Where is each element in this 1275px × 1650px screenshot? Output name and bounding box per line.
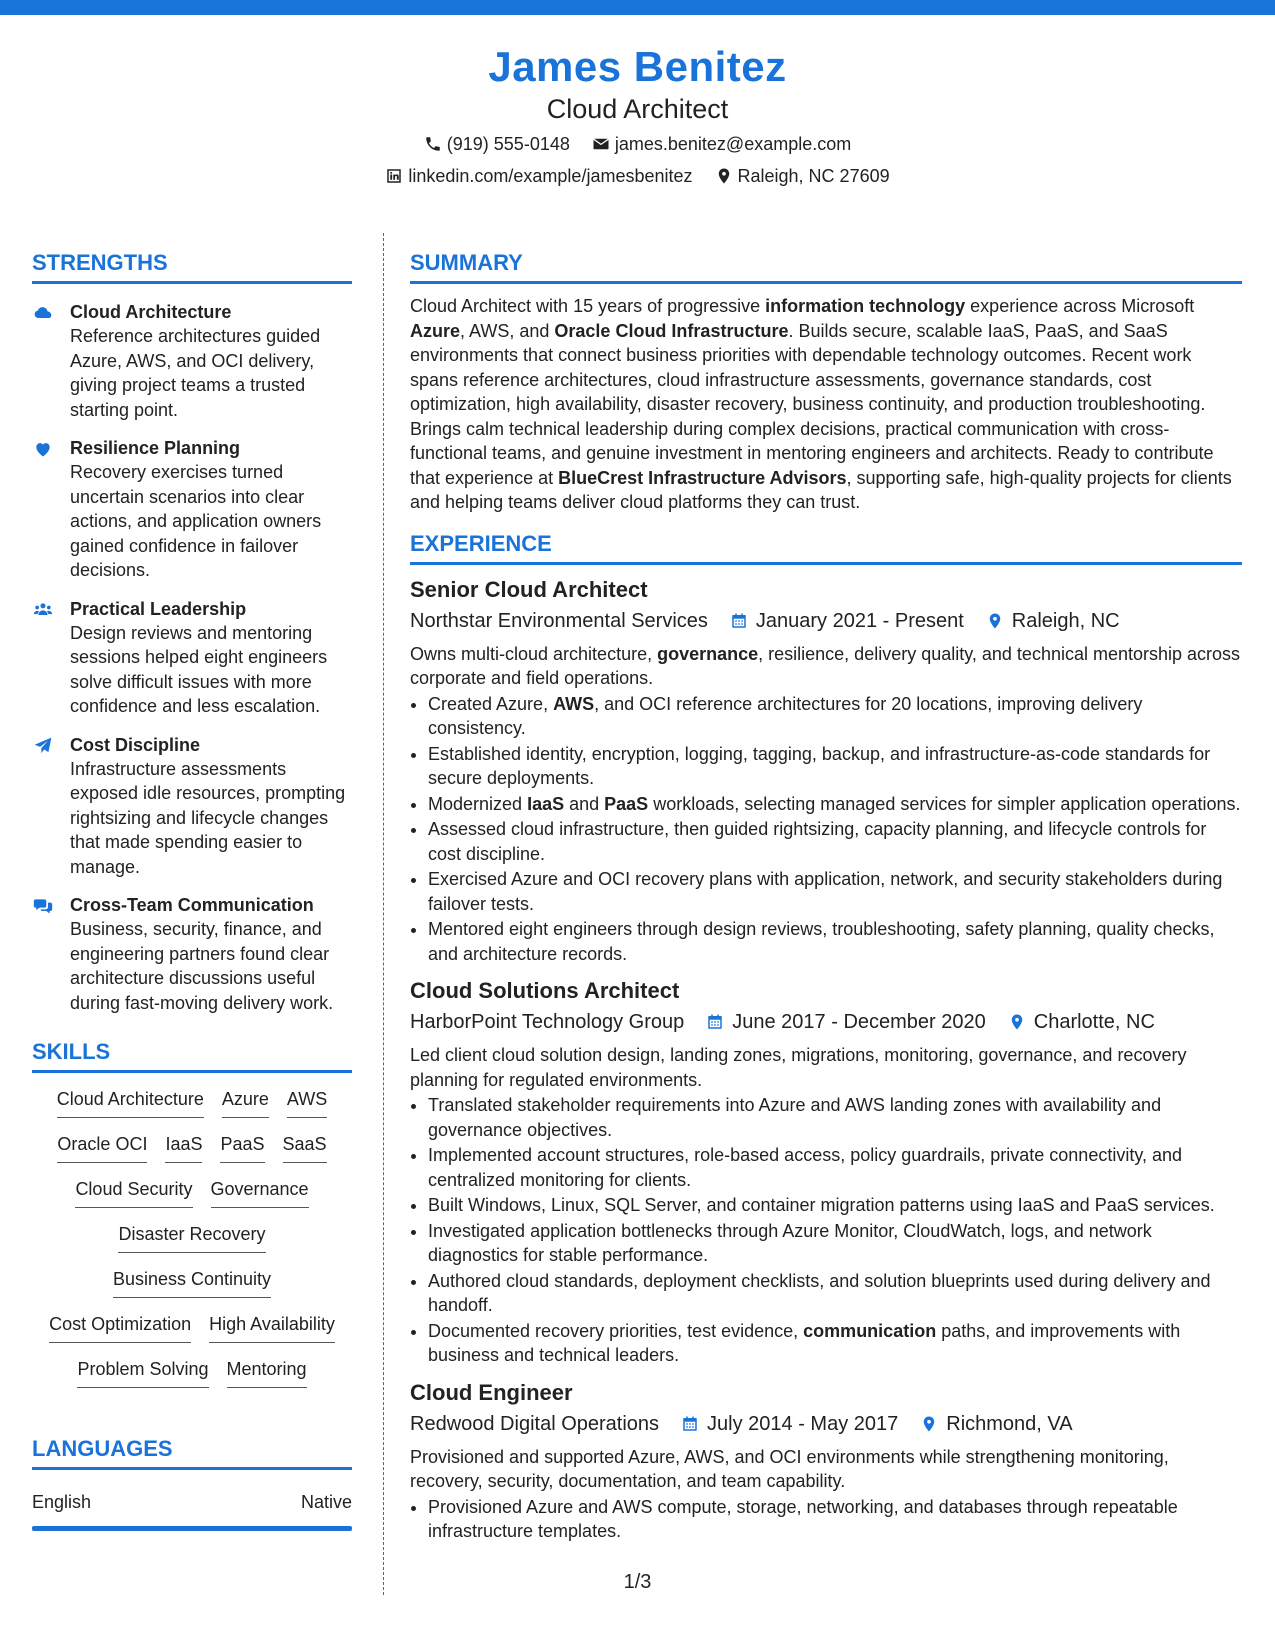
job-bullet: • Mentored eight engineers through design reviews, troubleshooting, safety planning, quality checks, and architecture records. <box>428 917 1242 966</box>
strengths-heading: STRENGTHS <box>32 248 352 284</box>
job-location <box>986 606 1120 636</box>
language-row <box>32 1490 352 1526</box>
strength-icon-wrap <box>32 893 70 1015</box>
calendar-icon <box>706 1012 724 1032</box>
paper-plane-icon <box>32 736 54 756</box>
strength-body <box>70 300 352 422</box>
job-location-text: Richmond, VA <box>946 1412 1073 1435</box>
strength-title: Practical Leadership <box>70 598 247 619</box>
job-meta <box>410 606 1242 636</box>
skill-row <box>32 1177 352 1222</box>
right-column <box>410 248 1242 1544</box>
page-number: 1/3 <box>623 1571 652 1593</box>
strength-title: Cost Discipline <box>70 734 201 755</box>
skill-row <box>32 1312 352 1357</box>
job-dates-text: July 2014 - May 2017 <box>707 1412 899 1435</box>
location-contact <box>715 164 890 188</box>
strength-icon-wrap <box>32 300 70 422</box>
job-bullet: • Established identity, encryption, logging, tagging, backup, and infrastructure-as-code standards for secure deployments. <box>428 742 1242 791</box>
language-level-bar <box>32 1526 352 1531</box>
strength-body <box>70 436 352 583</box>
linkedin-icon <box>385 167 403 185</box>
calendar-icon <box>730 611 748 631</box>
job-bullet: • Implemented account structures, role-based access, policy guardrails, private connectivity, and centralized monitoring for clients. <box>428 1143 1242 1192</box>
job-bullet: • Translated stakeholder requirements into Azure and AWS landing zones with availability and governance objectives. <box>428 1093 1242 1142</box>
map-pin-icon <box>1008 1012 1026 1032</box>
skill-tag: AWS <box>287 1087 327 1118</box>
skill-tag: Problem Solving <box>77 1357 208 1388</box>
skill-row <box>32 1222 352 1267</box>
strength-desc: Reference architectures guided Azure, AWS, and OCI delivery, giving project teams a trusted starting point. <box>70 326 321 420</box>
job-location <box>920 1409 1072 1439</box>
job-company: HarborPoint Technology Group <box>410 1011 685 1033</box>
skill-row <box>32 1267 352 1312</box>
skill-tag: Cost Optimization <box>49 1312 191 1343</box>
job-bullet: • Provisioned Azure and AWS compute, storage, networking, and databases through repeatable infrastructure templates. <box>428 1495 1242 1544</box>
job-bullet: • Assessed cloud infrastructure, then guided rightsizing, capacity planning, and lifecycle controls for cost discipline. <box>428 817 1242 866</box>
strength-item <box>32 300 352 422</box>
candidate-name: James Benitez <box>488 43 787 90</box>
language-name: English <box>32 1492 92 1512</box>
comments-icon <box>32 896 54 916</box>
skill-tag: IaaS <box>165 1132 202 1163</box>
strength-desc: Design reviews and mentoring sessions helped eight engineers solve difficult issues with more confidence and less escalation. <box>70 622 328 716</box>
phone-contact[interactable] <box>424 132 570 156</box>
strength-body <box>70 597 352 719</box>
phone-text: (919) 555-0148 <box>446 134 570 154</box>
strengths-list <box>32 300 352 1015</box>
skill-tag: High Availability <box>209 1312 335 1343</box>
map-pin-icon <box>986 611 1004 631</box>
heart-icon <box>32 439 54 459</box>
language-level: Native <box>300 1492 352 1512</box>
strength-body <box>70 893 352 1015</box>
job-entry <box>410 976 1242 1368</box>
strength-item <box>32 597 352 719</box>
job-description: Led client cloud solution design, landing zones, migrations, monitoring, governance, and recovery planning for regulated environments. <box>410 1045 1187 1090</box>
email-text: james.benitez@example.com <box>614 134 852 154</box>
job-bullets <box>410 692 1242 967</box>
skill-row <box>32 1132 352 1177</box>
users-icon <box>32 600 54 620</box>
job-bullet: • Created Azure, AWS, and OCI reference architectures for 20 locations, improving delivery consistency. <box>428 692 1242 741</box>
job-bullets <box>410 1495 1242 1544</box>
job-location <box>1008 1007 1155 1037</box>
job-dates <box>730 606 964 636</box>
strength-icon-wrap <box>32 436 70 583</box>
languages-heading: LANGUAGES <box>32 1434 352 1470</box>
job-location-text: Charlotte, NC <box>1033 1011 1155 1033</box>
skill-tag: SaaS <box>283 1132 327 1163</box>
top-accent-bar <box>0 0 1275 15</box>
jobs-list <box>410 575 1242 1544</box>
resume-header <box>0 42 1275 188</box>
envelope-icon <box>592 135 610 153</box>
contact-row-2 <box>0 164 1275 188</box>
job-meta <box>410 1007 1242 1037</box>
job-title: Senior Cloud Architect <box>410 576 648 602</box>
skill-tag: Mentoring <box>227 1357 307 1388</box>
map-pin-icon <box>715 167 733 185</box>
strength-desc: Recovery exercises turned uncertain scenarios into clear actions, and application owners gained confidence in failover decisions. <box>70 462 322 580</box>
job-title: Cloud Solutions Architect <box>410 978 680 1003</box>
strength-item <box>32 893 352 1015</box>
strength-desc: Business, security, finance, and engineering partners found clear architecture discussions useful during fast-moving delivery work. <box>70 919 334 1013</box>
skill-tag: Governance <box>211 1177 309 1208</box>
calendar-icon <box>681 1414 699 1434</box>
job-dates <box>681 1409 898 1439</box>
strength-icon-wrap <box>32 733 70 880</box>
strength-title: Cloud Architecture <box>70 302 232 322</box>
job-bullets <box>410 1093 1242 1368</box>
job-title: Cloud Engineer <box>410 1379 573 1405</box>
location-text: Raleigh, NC 27609 <box>737 166 890 186</box>
skill-row <box>32 1087 352 1132</box>
strength-body <box>70 733 352 880</box>
strength-title: Resilience Planning <box>70 438 241 458</box>
skill-tag: Disaster Recovery <box>118 1222 265 1253</box>
job-bullet: • Exercised Azure and OCI recovery plans with application, network, and security stakeholders during failover tests. <box>428 867 1242 916</box>
job-bullet: • Documented recovery priorities, test evidence, communication paths, and improvements with business and technical leaders. <box>428 1319 1242 1368</box>
cloud-icon <box>32 303 54 323</box>
job-bullet: • Investigated application bottlenecks through Azure Monitor, CloudWatch, logs, and network diagnostics for stable performance. <box>428 1219 1242 1268</box>
experience-heading: EXPERIENCE <box>410 529 1242 565</box>
skill-tag: Cloud Architecture <box>57 1087 204 1118</box>
skill-tag: Oracle OCI <box>57 1132 147 1163</box>
job-company: Redwood Digital Operations <box>410 1412 660 1435</box>
job-entry <box>410 575 1242 967</box>
strength-icon-wrap <box>32 597 70 719</box>
left-column <box>32 248 352 1531</box>
map-pin-icon <box>920 1414 938 1434</box>
job-dates-text: June 2017 - December 2020 <box>732 1011 986 1033</box>
job-dates <box>706 1007 986 1037</box>
summary-text: Cloud Architect with 15 years of progressive information technology experience across Microsoft Azure, AWS, and Oracle Cloud Infrastructure. Builds secure, scalable IaaS, PaaS, and SaaS environments that connect business priorities with dependable technology outcomes. Recent work spans reference architectures, cloud infrastructure assessments, governance standards, cost optimization, high availability, disaster recovery, business continuity, and production troubleshooting. Brings calm technical leadership during complex decisions, practical communication with cross-functional teams, and genuine investment in mentoring engineers and architects. Ready to contribute that experience at BlueCrest Infrastructure Advisors, supporting safe, high-quality projects for clients and helping teams deliver cloud platforms they can trust. <box>410 296 1232 512</box>
column-divider <box>383 233 384 1595</box>
job-bullet: • Modernized IaaS and PaaS workloads, selecting managed services for simpler application operations. <box>428 792 1242 817</box>
job-entry <box>410 1378 1242 1544</box>
job-bullet: • Built Windows, Linux, SQL Server, and container migration patterns using IaaS and PaaS services. <box>428 1193 1242 1218</box>
experience-section <box>410 529 1242 1544</box>
skill-tag: Cloud Security <box>75 1177 192 1208</box>
job-location-text: Raleigh, NC <box>1011 609 1120 632</box>
job-company: Northstar Environmental Services <box>410 609 708 632</box>
skill-tag: PaaS <box>220 1132 264 1163</box>
contact-row-1 <box>0 132 1275 156</box>
job-description: Provisioned and supported Azure, AWS, and OCI environments while strengthening monitoring, recovery, security, documentation, and team capability. <box>410 1446 1169 1491</box>
skill-tag: Azure <box>222 1087 269 1118</box>
skill-tag: Business Continuity <box>113 1267 271 1298</box>
job-description: Owns multi-cloud architecture, governance, resilience, delivery quality, and technical mentorship across corporate and field operations. <box>410 643 1241 688</box>
strength-item <box>32 733 352 880</box>
email-contact[interactable] <box>592 132 851 156</box>
strength-item <box>32 436 352 583</box>
job-dates-text: January 2021 - Present <box>755 609 964 632</box>
summary-heading: SUMMARY <box>410 248 1242 284</box>
linkedin-text: linkedin.com/example/jamesbenitez <box>408 166 693 186</box>
skill-row <box>32 1357 352 1402</box>
candidate-role: Cloud Architect <box>546 94 729 124</box>
job-meta <box>410 1409 1242 1439</box>
strength-title: Cross-Team Communication <box>70 895 314 915</box>
skills-heading: SKILLS <box>32 1037 352 1073</box>
skills-list <box>32 1087 352 1402</box>
phone-icon <box>424 135 442 153</box>
linkedin-contact[interactable] <box>385 164 692 188</box>
strength-desc: Infrastructure assessments exposed idle resources, prompting rightsizing and lifecycle changes that made spending easier to manage. <box>70 758 346 877</box>
job-bullet: • Authored cloud standards, deployment checklists, and solution blueprints used during delivery and handoff. <box>428 1269 1242 1318</box>
languages-section <box>32 1434 352 1531</box>
